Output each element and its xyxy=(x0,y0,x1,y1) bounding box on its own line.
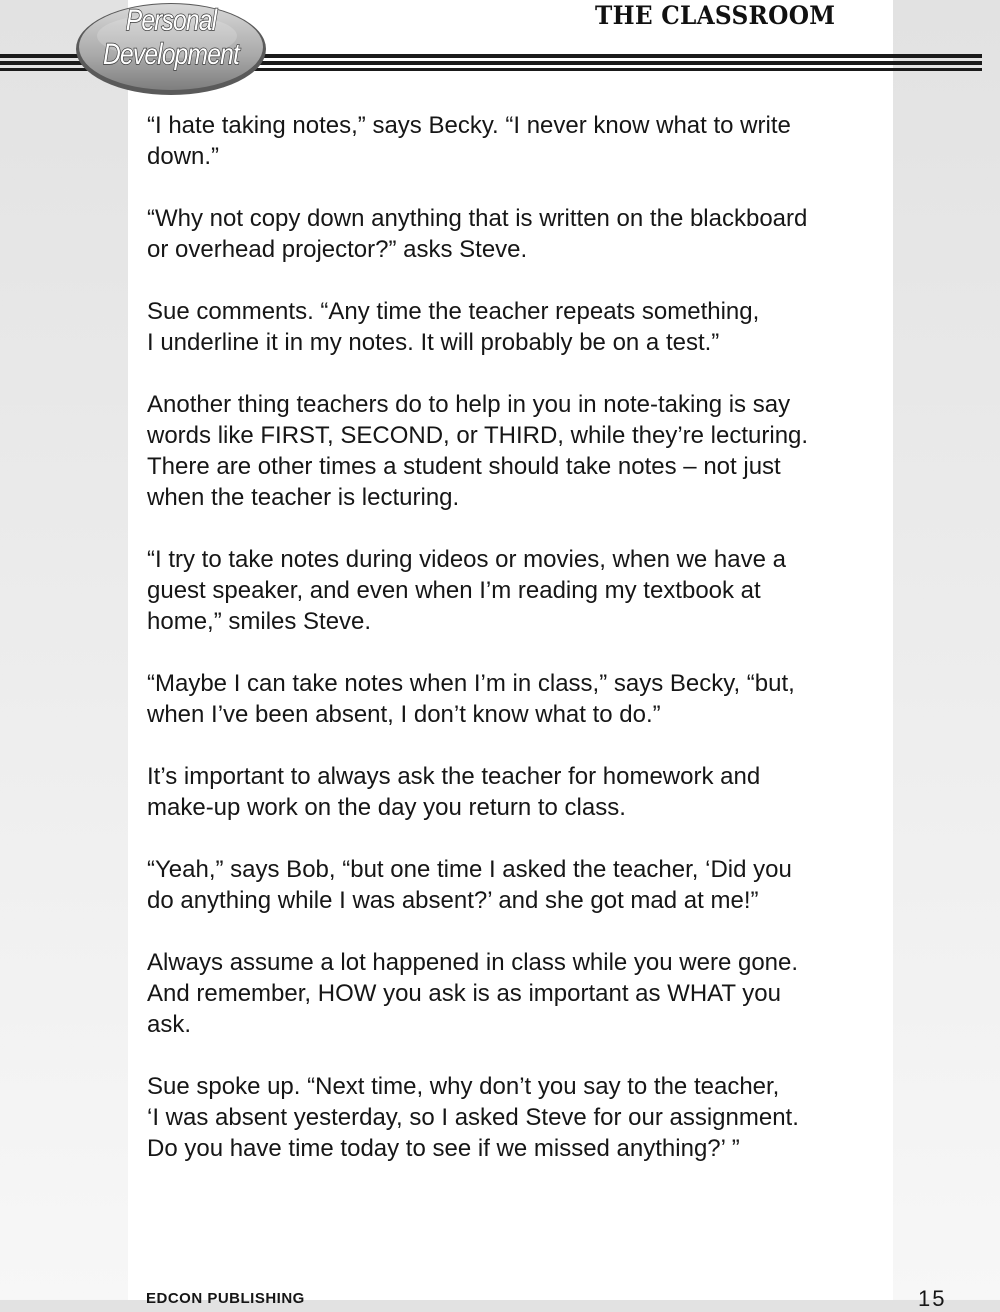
text-line: Always assume a lot happened in class while you were gone. xyxy=(147,949,799,976)
text-line: do anything while I was absent?’ and she got mad at me!” xyxy=(147,887,759,914)
text-line: “I hate taking notes,” says Becky. “I never know what to write xyxy=(147,112,791,139)
text-line: I underline it in my notes. It will probably be on a test.” xyxy=(147,329,720,356)
text-line: down.” xyxy=(147,143,220,170)
text-line: words like FIRST, SECOND, or THIRD, while they’re lecturing. xyxy=(147,422,809,449)
paragraph xyxy=(147,668,877,730)
text-line: Sue spoke up. “Next time, why don’t you say to the teacher, xyxy=(147,1073,780,1100)
paragraph xyxy=(147,761,877,823)
text-line: Another thing teachers do to help in you in note-taking is say xyxy=(147,391,791,418)
text-line: And remember, HOW you ask is as important as WHAT you xyxy=(147,980,781,1007)
paragraph xyxy=(147,854,877,916)
paragraph xyxy=(147,544,877,637)
paragraph xyxy=(147,203,877,265)
paragraph xyxy=(147,389,877,513)
text-line: when the teacher is lecturing. xyxy=(147,484,460,511)
text-line: or overhead projector?” asks Steve. xyxy=(147,236,528,263)
text-line: “I try to take notes during videos or movies, when we have a xyxy=(147,546,786,573)
logo-text-personal: Personal xyxy=(125,4,217,37)
story-body xyxy=(147,110,877,1195)
paragraph xyxy=(147,296,877,358)
text-line: ask. xyxy=(147,1011,192,1038)
footer-publisher: EDCON PUBLISHING xyxy=(146,1290,305,1307)
text-line: “Maybe I can take notes when I’m in class,” says Becky, “but, xyxy=(147,670,795,697)
text-line: when I’ve been absent, I don’t know what to do.” xyxy=(147,701,661,728)
logo-text-development: Development xyxy=(103,38,239,71)
text-line: ‘I was absent yesterday, so I asked Steve for our assignment. xyxy=(147,1104,799,1131)
personal-development-logo xyxy=(73,0,269,98)
text-line: “Yeah,” says Bob, “but one time I asked the teacher, ‘Did you xyxy=(147,856,792,883)
paragraph xyxy=(147,1071,877,1164)
text-line: home,” smiles Steve. xyxy=(147,608,372,635)
text-line: Sue comments. “Any time the teacher repeats something, xyxy=(147,298,760,325)
page-number: 15 xyxy=(918,1286,947,1311)
text-line: “Why not copy down anything that is written on the blackboard xyxy=(147,205,808,232)
text-line: make-up work on the day you return to class. xyxy=(147,794,626,821)
page-title: THE CLASSROOM xyxy=(595,1,836,30)
paragraph xyxy=(147,947,877,1040)
text-line: There are other times a student should take notes – not just xyxy=(147,453,781,480)
text-line: guest speaker, and even when I’m reading my textbook at xyxy=(147,577,761,604)
text-line: It’s important to always ask the teacher for homework and xyxy=(147,763,761,790)
text-line: Do you have time today to see if we missed anything?’ ” xyxy=(147,1135,740,1162)
paragraph xyxy=(147,110,877,172)
